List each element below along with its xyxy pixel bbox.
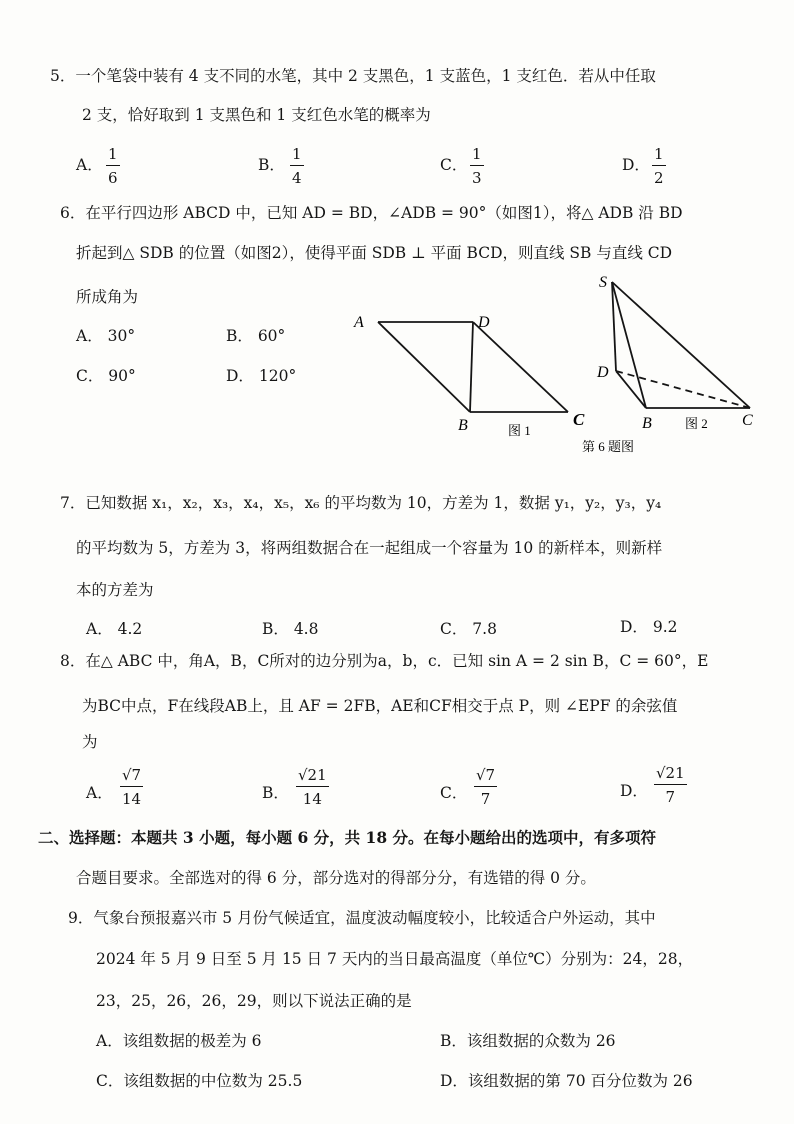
q5-a-den: 6 [108,169,118,187]
q9-line3: 23，25，26，26，29，则以下说法正确的是 [96,992,412,1010]
q8-option-c-label: C． [440,784,468,802]
fig2-label-d: D [597,364,609,381]
q5-option-d-label: D． [622,156,650,174]
fig1-label-d: D [478,314,490,331]
q5-option-a-label: A． [76,156,103,174]
q8-line3: 为 [82,733,98,751]
q8-option-a-label: A． [86,784,113,802]
q8-c-den: 7 [480,790,491,808]
q8-a-den: 14 [122,790,142,808]
figure-caption: 第 6 题图 [582,439,635,454]
q5-line2: 2 支，恰好取到 1 支黑色和 1 支红色水笔的概率为 [82,106,431,124]
q8-line1: 8．在△ ABC 中，角A，B，C所对的边分别为a，b，c．已知 sin A = 2 sin B，C = 60°，E [60,652,709,670]
q8-option-d-fraction [654,764,687,806]
q7-option-a: A． 4.2 [86,620,143,638]
q8-d-den: 7 [665,788,676,806]
q8-option-b-fraction [296,766,329,808]
figure1-parallelogram [378,322,568,412]
q8-d-num: √21 [654,764,687,785]
q5-b-num: 1 [290,145,304,166]
q9-line1: 9．气象台预报嘉兴市 5 月份气候适宜，温度波动幅度较小，比较适合户外运动，其中 [68,909,656,927]
q5-option-b-label: B． [258,156,285,174]
q6-line1: 6．在平行四边形 ABCD 中，已知 AD = BD，∠ADB = 90°（如图1），将△ ADB 沿 BD [60,204,683,222]
q7-line1: 7．已知数据 x₁，x₂，x₃，x₄，x₅，x₆ 的平均数为 10，方差为 1，数据 y₁，y₂，y₃，y₄ [60,494,662,512]
q6-option-b: B． 60° [226,327,286,345]
q6-figure [340,265,780,465]
q8-b-num: √21 [296,766,329,787]
q9-line2: 2024 年 5 月 9 日至 5 月 15 日 7 天内的当日最高温度（单位℃）分别为：24，28， [96,950,694,968]
fig2-label-c: C [742,412,753,429]
q5-line1: 5．一个笔袋中装有 4 支不同的水笔，其中 2 支黑色，1 支蓝色，1 支红色．若从中任取 [50,67,656,85]
q5-b-den: 4 [292,169,302,187]
fig1-label-a: A [354,314,364,331]
q7-option-d: D． 9.2 [620,618,678,636]
q5-c-num: 1 [470,145,484,166]
q9-option-d: D．该组数据的第 70 百分位数为 26 [440,1072,693,1090]
q5-d-num: 1 [652,145,666,166]
q6-line3: 所成角为 [76,288,139,306]
q6-line2: 折起到△ SDB 的位置（如图2），使得平面 SDB ⊥ 平面 BCD，则直线 SB 与直线 CD [76,244,673,262]
q7-option-c: C． 7.8 [440,620,497,638]
fig2-label-b: B [642,415,652,432]
q5-option-d-fraction [652,145,666,187]
q8-b-den: 14 [302,790,322,808]
q9-option-c: C．该组数据的中位数为 25.5 [96,1072,303,1090]
q5-option-a-fraction [106,145,120,187]
fig1-label-c: C [573,410,585,429]
q8-c-num: √7 [474,766,497,787]
q9-option-b: B．该组数据的众数为 26 [440,1032,616,1050]
q6-option-d: D． 120° [226,367,297,385]
q8-option-c-fraction [474,766,497,808]
section2-heading-line1: 二、选择题：本题共 3 小题，每小题 6 分，共 18 分。在每小题给出的选项中，有多项符 [38,828,657,847]
q7-line2: 的平均数为 5，方差为 3，将两组数据合在一起组成一个容量为 10 的新样本，则新样 [76,539,663,557]
fig1-label-b: B [458,417,468,434]
q8-option-a-fraction [120,766,143,808]
q7-line3: 本的方差为 [76,581,154,599]
q5-a-num: 1 [106,145,120,166]
q5-c-den: 3 [472,169,482,187]
figure2-tetrahedron [612,282,750,408]
q5-d-den: 2 [654,169,664,187]
fig1-caption: 图 1 [508,423,531,438]
fig2-caption: 图 2 [685,416,708,431]
fig2-label-s: S [599,274,607,291]
q8-option-b-label: B． [262,784,289,802]
q5-option-b-fraction [290,145,304,187]
q5-option-c-fraction [470,145,484,187]
section2-heading-line2: 合题目要求。全部选对的得 6 分，部分选对的得部分分，有选错的得 0 分。 [76,869,596,887]
q8-line2: 为BC中点，F在线段AB上，且 AF = 2FB，AE和CF相交于点 P，则 ∠EPF 的余弦值 [82,697,678,715]
q5-option-c-label: C． [440,156,468,174]
q8-option-d-label: D． [620,782,648,800]
q6-option-c: C． 90° [76,367,136,385]
q7-option-b: B． 4.8 [262,620,319,638]
q9-option-a: A．该组数据的极差为 6 [96,1032,262,1050]
q8-a-num: √7 [120,766,143,787]
q6-option-a: A． 30° [76,327,136,345]
